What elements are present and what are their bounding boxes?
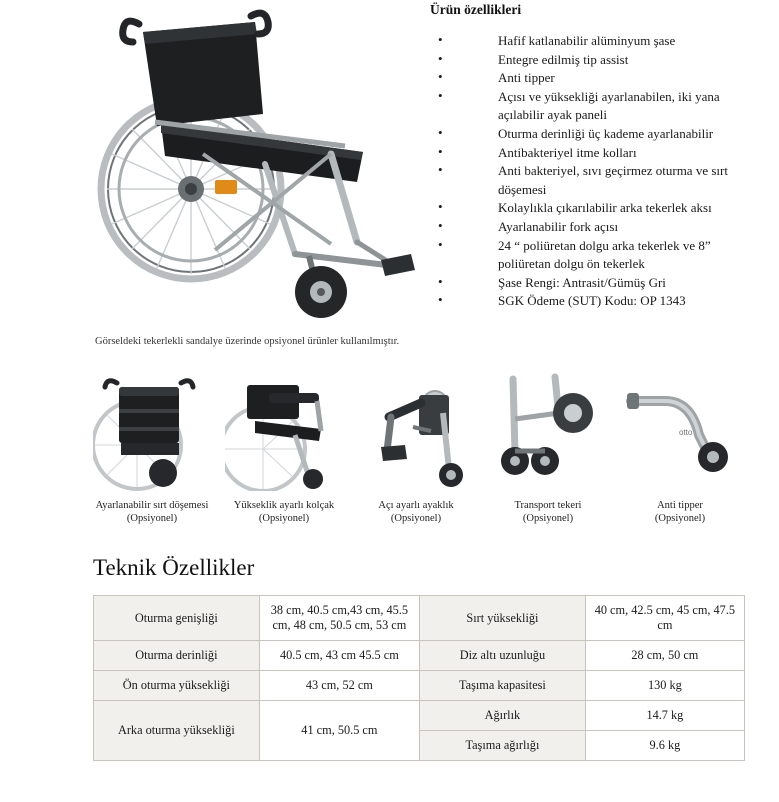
spec-label: Arka oturma yüksekliği xyxy=(94,701,260,761)
spec-value: 14.7 kg xyxy=(585,701,744,731)
feature-item: • Ayarlanabilir fork açısı xyxy=(430,218,761,237)
spec-value: 28 cm, 50 cm xyxy=(585,641,744,671)
spec-value: 40.5 cm, 43 cm 45.5 cm xyxy=(259,641,419,671)
features-title: Ürün özellikleri xyxy=(430,2,522,17)
spec-label: Oturma derinliği xyxy=(94,641,260,671)
feature-item: • Kolaylıkla çıkarılabilir arka tekerlek aksı xyxy=(430,199,761,218)
thumbnail-caption: Anti tipper (Opsiyonel) xyxy=(654,500,706,524)
thumbnail-caption: Yükseklik ayarlı kolçak (Opsiyonel) xyxy=(233,500,335,524)
thumbnail-item[interactable] xyxy=(489,373,607,525)
adjustable-backrest-photo xyxy=(93,373,211,491)
thumbnail-gallery xyxy=(0,373,779,525)
feature-item: • Anti tipper xyxy=(430,69,761,88)
spec-label: Ön oturma yüksekliği xyxy=(94,671,260,701)
transport-wheel-photo xyxy=(489,373,607,491)
specs-title: Teknik Özellikler xyxy=(93,555,255,580)
spec-label: Taşıma kapasitesi xyxy=(420,671,586,701)
table-row xyxy=(94,701,745,731)
thumbnail-item[interactable] xyxy=(225,373,343,525)
thumbnail-caption: Açı ayarlı ayaklık (Opsiyonel) xyxy=(378,500,454,524)
thumbnail-item[interactable] xyxy=(357,373,475,525)
technical-specs-table xyxy=(93,595,745,761)
thumbnail-caption: Ayarlanabilir sırt döşemesi (Opsiyonel) xyxy=(95,500,209,524)
anti-tipper-photo xyxy=(621,373,739,491)
feature-item: • Hafif katlanabilir alüminyum şase xyxy=(430,32,761,51)
hero-caption: Görseldeki tekerlekli sandalye üzerinde opsiyonel ürünler kullanılmıştır. xyxy=(95,336,400,347)
spec-value: 38 cm, 40.5 cm,43 cm, 45.5 cm, 48 cm, 50.5 cm, 53 cm xyxy=(259,596,419,641)
spec-value: 130 kg xyxy=(585,671,744,701)
spec-value: 43 cm, 52 cm xyxy=(259,671,419,701)
feature-item: • Anti bakteriyel, sıvı geçirmez oturma ve sırt döşemesi xyxy=(430,162,761,199)
spec-label: Diz altı uzunluğu xyxy=(420,641,586,671)
thumbnail-caption: Transport tekeri (Opsiyonel) xyxy=(514,500,582,524)
thumbnail-item[interactable] xyxy=(621,373,739,525)
feature-item: • 24 “ poliüretan dolgu arka tekerlek ve 8” poliüretan dolgu ön tekerlek xyxy=(430,237,761,274)
hero-image-block xyxy=(0,0,430,347)
svg-text:otto: otto xyxy=(679,428,693,437)
anti-tipper-illustration xyxy=(621,373,739,491)
transport-wheel-illustration xyxy=(489,373,607,491)
spec-value: 9.6 kg xyxy=(585,731,744,761)
spec-value: 41 cm, 50.5 cm xyxy=(259,701,419,761)
armrest-illustration xyxy=(225,373,343,491)
feature-item: • SGK Ödeme (SUT) Kodu: OP 1343 xyxy=(430,292,761,311)
table-row xyxy=(94,596,745,641)
footrest-illustration xyxy=(357,373,475,491)
spec-label: Ağırlık xyxy=(420,701,586,731)
table-row xyxy=(94,671,745,701)
wheelchair-main-photo xyxy=(95,4,415,324)
angle-adjustable-footrest-photo xyxy=(357,373,475,491)
spec-label: Oturma genişliği xyxy=(94,596,260,641)
thumbnail-item[interactable] xyxy=(93,373,211,525)
feature-item: • Açısı ve yüksekliği ayarlanabilen, iki yana açılabilir ayak paneli xyxy=(430,88,761,125)
adjustable-backrest-illustration xyxy=(93,373,211,491)
feature-item: • Entegre edilmiş tip assist xyxy=(430,51,761,70)
wheelchair-main-illustration xyxy=(95,4,415,324)
spec-label: Sırt yüksekliği xyxy=(420,596,586,641)
product-top-section xyxy=(0,0,779,347)
table-row xyxy=(94,641,745,671)
features-block xyxy=(430,0,779,347)
features-list xyxy=(430,32,761,311)
spec-label: Taşıma ağırlığı xyxy=(420,731,586,761)
height-adjustable-armrest-photo xyxy=(225,373,343,491)
feature-item: • Oturma derinliği üç kademe ayarlanabilir xyxy=(430,125,761,144)
spec-value: 40 cm, 42.5 cm, 45 cm, 47.5 cm xyxy=(585,596,744,641)
feature-item: • Antibakteriyel itme kolları xyxy=(430,144,761,163)
feature-item: • Şase Rengi: Antrasit/Gümüş Gri xyxy=(430,274,761,293)
